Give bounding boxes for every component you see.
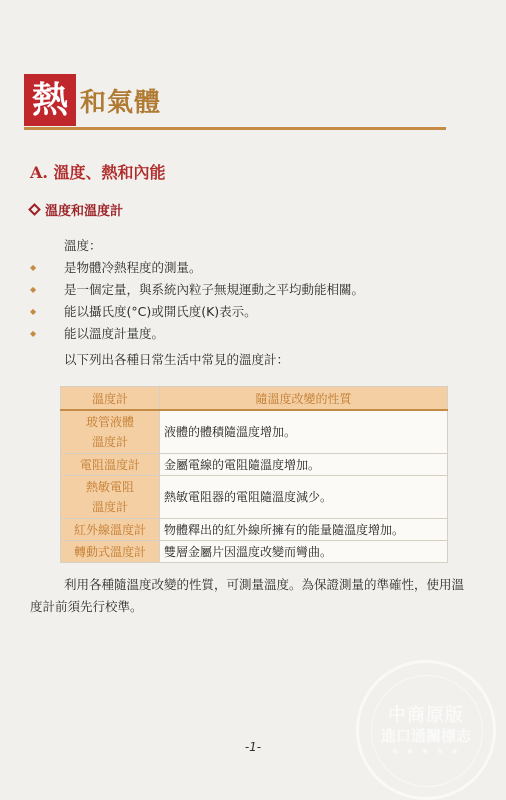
thermometer-name-cell xyxy=(61,410,160,454)
conclusion-paragraph: 利用各種隨溫度改變的性質，可測量溫度。為保證測量的準確性，使用溫度計前須先行校準。 xyxy=(30,577,465,614)
diamond-bullet-icon xyxy=(28,203,41,216)
thermometer-name-cell xyxy=(61,454,160,476)
seal-stars-icon: ★ ★ ★ ★ ★ xyxy=(391,747,461,757)
subsection-heading xyxy=(30,200,123,219)
list-item-text: 能以攝氏度(°C)或開氏度(K)表示。 xyxy=(64,304,257,319)
thermometer-name-line: 轉動式溫度計 xyxy=(73,544,146,559)
property-cell: 雙層金屬片因溫度改變而彎曲。 xyxy=(160,541,448,563)
chapter-mark: 熱 xyxy=(24,74,76,126)
list-item-text: 是一個定量，與系統內粒子無規運動之平均動能相關。 xyxy=(64,282,365,297)
import-certification-seal xyxy=(356,660,496,800)
table-header-cell: 隨溫度改變的性質 xyxy=(160,387,448,411)
seal-text-line2: 進口通關標志 xyxy=(380,727,471,745)
list-item-text: 能以溫度計量度。 xyxy=(64,326,165,341)
thermometer-name-line: 熱敏電阻 xyxy=(85,480,134,494)
list-item-text: 是物體冷熱程度的測量。 xyxy=(64,260,202,275)
table-header-row xyxy=(61,387,448,411)
table-row xyxy=(61,541,448,563)
thermometer-name-line: 電阻溫度計 xyxy=(79,457,140,472)
chapter-title: 和氣體 xyxy=(80,88,162,118)
thermometer-name-line: 溫度計 xyxy=(91,435,128,449)
thermometer-name-line: 紅外線溫度計 xyxy=(73,522,146,537)
thermometer-name-line: 溫度計 xyxy=(91,500,128,514)
list-item xyxy=(30,278,364,300)
thermometer-name-cell xyxy=(61,519,160,541)
table-row xyxy=(61,454,448,476)
list-item xyxy=(30,322,364,344)
bullet-icon: ◆ xyxy=(30,306,37,316)
table-header-cell: 溫度計 xyxy=(61,387,160,411)
table-row xyxy=(61,519,448,541)
table-intro: 以下列出各種日常生活中常見的溫度計： xyxy=(64,352,290,367)
bullet-icon: ◆ xyxy=(30,328,37,338)
intro-label: 溫度： xyxy=(64,238,102,253)
property-cell: 熱敏電阻器的電阻隨溫度減少。 xyxy=(160,476,448,519)
table-row xyxy=(61,410,448,454)
thermometer-name-cell xyxy=(61,541,160,563)
chapter-header xyxy=(24,70,446,130)
list-item xyxy=(30,300,364,322)
property-cell: 物體釋出的紅外線所擁有的能量隨溫度增加。 xyxy=(160,519,448,541)
list-item xyxy=(30,256,364,278)
thermometer-name-line: 玻管液體 xyxy=(85,415,134,429)
section-heading: A. 溫度、熱和內能 xyxy=(30,163,166,182)
thermometer-table xyxy=(60,386,448,563)
property-cell: 金屬電線的電阻隨溫度增加。 xyxy=(160,454,448,476)
page-number: -1- xyxy=(244,740,262,754)
seal-text-line1: 中商原版 xyxy=(388,705,464,726)
table-row xyxy=(61,476,448,519)
chapter-divider xyxy=(24,127,446,130)
subsection-heading-text: 溫度和溫度計 xyxy=(45,204,124,219)
bullet-icon: ◆ xyxy=(30,262,37,272)
thermometer-name-cell xyxy=(61,476,160,519)
property-cell: 液體的體積隨溫度增加。 xyxy=(160,410,448,454)
bullet-list xyxy=(30,256,364,344)
bullet-icon: ◆ xyxy=(30,284,37,294)
